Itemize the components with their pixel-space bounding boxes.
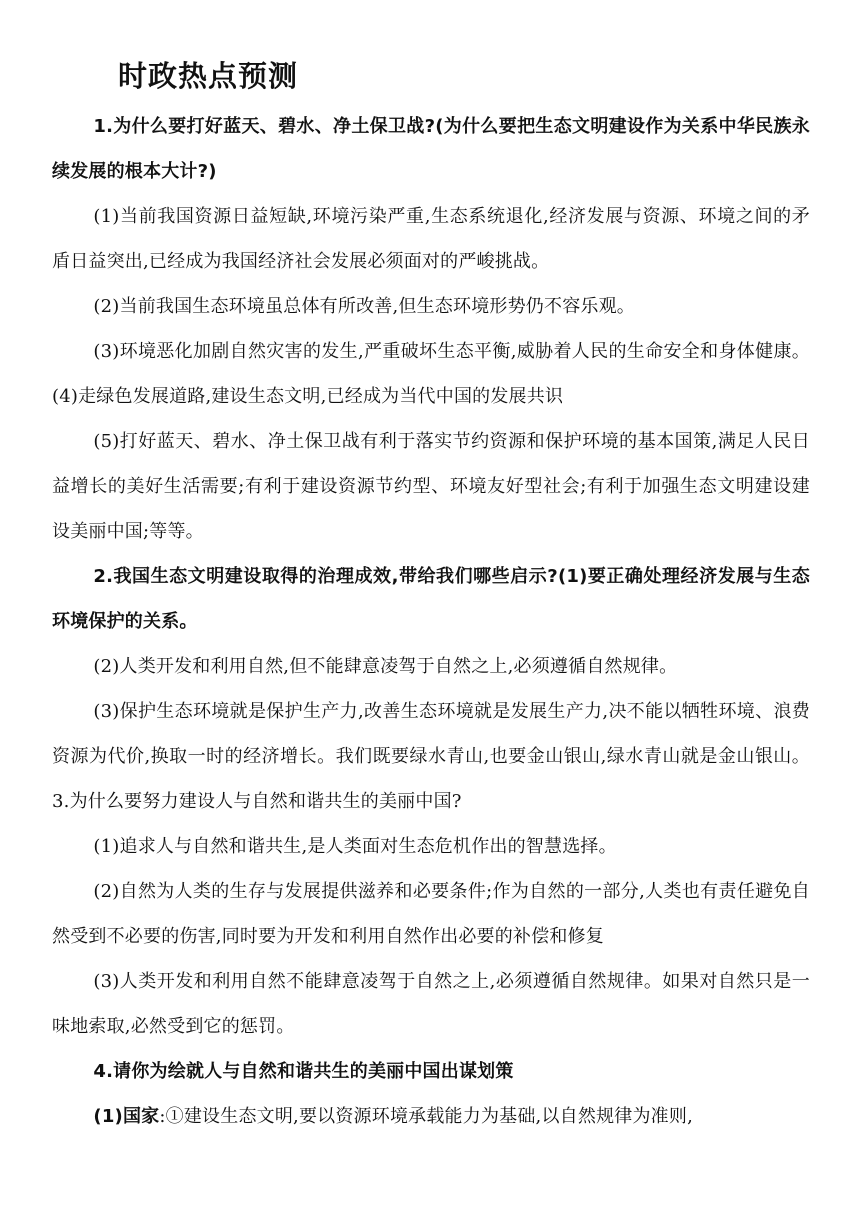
question-2: 2.我国生态文明建设取得的治理成效,带给我们哪些启示?(1)要正确处理经济发展与生态环境保护的关系。	[52, 566, 810, 632]
question-4: 4.请你为绘就人与自然和谐共生的美丽中国出谋划策	[93, 1061, 514, 1082]
document-body	[52, 104, 810, 1139]
answer-paragraph-last	[52, 1094, 810, 1139]
answer-paragraph: (2)自然为人类的生存与发展提供滋养和必要条件;作为自然的一部分,人类也有责任避免自然受到不必要的伤害,同时要为开发和利用自然作出必要的补偿和修复	[52, 881, 810, 947]
answer-paragraph: (5)打好蓝天、碧水、净土保卫战有利于落实节约资源和保护环境的基本国策,满足人民日益增长的美好生活需要;有利于建设资源节约型、环境友好型社会;有利于加强生态文明建设建设美丽中国;等等。	[52, 431, 810, 542]
answer-text: :①建设生态文明,要以资源环境承载能力为基础,以自然规律为准则,	[159, 1106, 694, 1127]
answer-paragraph: (3)环境恶化加剧自然灾害的发生,严重破坏生态平衡,威胁着人民的生命安全和身体健康。(4)走绿色发展道路,建设生态文明,已经成为当代中国的发展共识	[52, 341, 810, 407]
answer-paragraph: (2)当前我国生态环境虽总体有所改善,但生态环境形势仍不容乐观。	[93, 296, 636, 317]
answer-label: (1)国家	[93, 1106, 160, 1127]
answer-paragraph: (1)追求人与自然和谐共生,是人类面对生态危机作出的智慧选择。	[93, 836, 617, 857]
answer-paragraph: (3)保护生态环境就是保护生产力,改善生态环境就是发展生产力,决不能以牺牲环境、浪费资源为代价,换取一时的经济增长。我们既要绿水青山,也要金山银山,绿水青山就是金山银山。3.为什么要努力建设人与自然和谐共生的美丽中国?	[52, 701, 810, 812]
question-1: 1.为什么要打好蓝天、碧水、净土保卫战?(为什么要把生态文明建设作为关系中华民族永续发展的根本大计?)	[52, 116, 810, 182]
answer-paragraph: (2)人类开发和利用自然,但不能肆意凌驾于自然之上,必须遵循自然规律。	[93, 656, 678, 677]
answer-paragraph: (3)人类开发和利用自然不能肆意凌驾于自然之上,必须遵循自然规律。如果对自然只是一味地索取,必然受到它的惩罚。	[52, 971, 810, 1037]
answer-paragraph: (1)当前我国资源日益短缺,环境污染严重,生态系统退化,经济发展与资源、环境之间的矛盾日益突出,已经成为我国经济社会发展必须面对的严峻挑战。	[52, 206, 810, 272]
page-title: 时政热点预测	[118, 59, 299, 93]
